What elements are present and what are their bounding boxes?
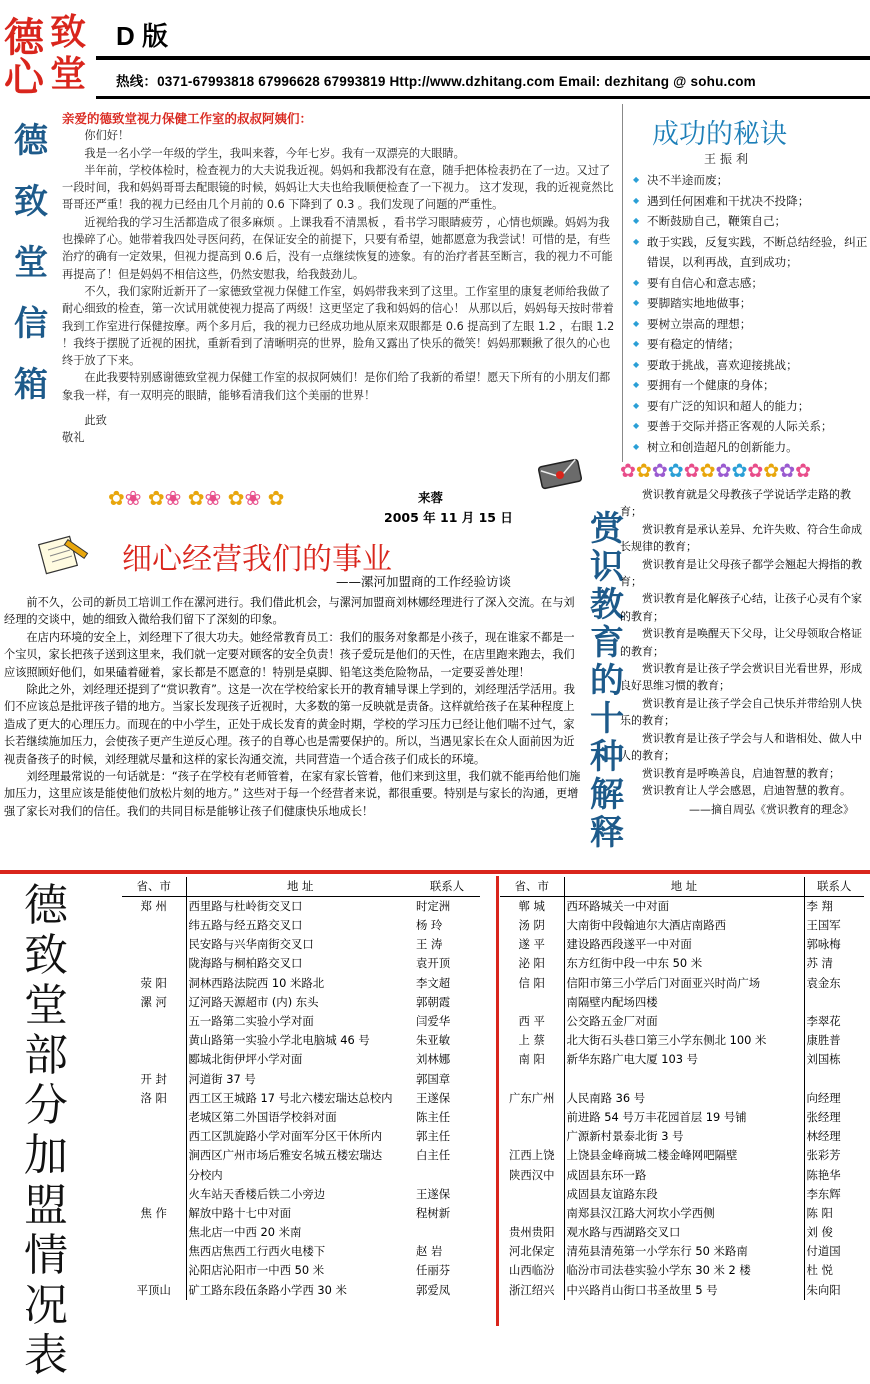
cell-address: 人民南路 36 号 xyxy=(564,1089,804,1108)
table-row xyxy=(122,1242,480,1261)
secret-item: ◆ 敢于实践，反复实践，不断总结经验，纠正错误，以利再战，直到成功； xyxy=(632,232,868,273)
cell-address: 西里路与杜岭街交叉口 xyxy=(186,897,414,917)
cell-contact xyxy=(804,993,864,1012)
side-title-char: 部 xyxy=(24,1030,68,1081)
table-row xyxy=(500,1261,864,1280)
table-row xyxy=(500,1165,864,1184)
cell-city xyxy=(122,916,186,935)
cell-contact: 袁开顶 xyxy=(416,956,451,971)
letter-paragraph: 不久，我们家附近新开了一家德致堂视力保健工作室，妈妈带我来到了这里。工作室里的康复老师给我做了耐心细致的检查，第一次试用就使视力提高了两级！这更坚定了我和妈妈的信心！ 从那以后，妈妈每天按时带着我到工作室进行保健按摩。两个多月后，我的视力已经成功地从原来双眼都是 0.6 提高到了左眼 1.2 ，右眼 1.2 ！我终于摆脱了近视的困扰，重新看到了清晰明亮的世界，脸角又露出了快乐的微笑！妈妈那颗揪了很久的心也终于放了下来。 xyxy=(62,284,615,368)
cell-city: 上 蔡 xyxy=(518,1033,545,1048)
column-divider xyxy=(622,104,623,462)
table-row xyxy=(500,1127,864,1146)
appreciation-paragraph: 赏识教育是让孩子学会与人和谐相处、做人中人的教育； xyxy=(620,731,862,763)
cell-contact: 闫爱华 xyxy=(416,1014,451,1029)
letter-signer: 来蓉 xyxy=(418,490,444,505)
cell-address: 观水路与西湖路交叉口 xyxy=(564,1223,804,1242)
franchise-side-title xyxy=(24,880,68,1384)
appreciation-paragraph: 赏识教育让人学会感恩，启迪智慧的教育。 xyxy=(642,783,851,797)
table-row xyxy=(500,1185,864,1204)
cell-contact: 陈主任 xyxy=(416,1109,451,1124)
header-rule xyxy=(96,96,870,99)
side-title-char: 释 xyxy=(590,813,624,853)
letter-greeting: 你们好！ xyxy=(84,129,130,143)
table-row xyxy=(122,916,480,935)
cell-contact: 郭爱凤 xyxy=(416,1282,451,1297)
table-row xyxy=(500,935,864,954)
table-row xyxy=(122,974,480,993)
cell-city xyxy=(500,993,564,1012)
cell-contact: 李东辉 xyxy=(804,1185,864,1204)
cell-city: 贵州贵阳 xyxy=(508,1225,555,1240)
header-city: 省、市 xyxy=(500,877,564,897)
cell-city xyxy=(122,1185,186,1204)
cell-city xyxy=(122,1108,186,1127)
side-title-char: 箱 xyxy=(14,365,48,405)
table-row xyxy=(500,974,864,993)
table-row xyxy=(500,1108,864,1127)
cell-city xyxy=(122,1242,186,1261)
cell-address: 焦北店一中西 20 米南 xyxy=(186,1223,414,1242)
cell-address: 上饶县金峰商城二楼金峰网吧隔壁 xyxy=(564,1146,804,1165)
cell-contact: 林经理 xyxy=(804,1127,864,1146)
side-title-char: 种 xyxy=(590,737,624,777)
appreciation-paragraph: 赏识教育就是父母教孩子学说话学走路的教育； xyxy=(620,488,851,519)
table-row xyxy=(122,1165,480,1184)
secret-item: ◆ 决不半途而废； xyxy=(632,170,868,191)
side-title-char: 堂 xyxy=(24,980,68,1031)
cell-address: 成固县东环一路 xyxy=(564,1165,804,1184)
secret-item: ◆ 要树立崇高的理想； xyxy=(632,314,868,335)
cell-city xyxy=(122,1223,186,1242)
side-title-char: 信 xyxy=(14,304,48,344)
secret-item: ◆ 要拥有一个健康的身体； xyxy=(632,375,868,396)
cell-address: 分校内 xyxy=(186,1165,414,1184)
cell-address: 五一路第二实验小学对面 xyxy=(186,1012,414,1031)
table-row xyxy=(500,1242,864,1261)
career-paragraph: 刘经理最常说的一句话就是：“孩子在学校有老师管着，在家有家长管着，他们来到这里，我们就不能再给他们施加压力，这里应该是能使他们放松片刻的地方。” 这些对于每一个经营者来说，都很重要。特别是与家长的沟通，更增强了家长对我们的信任。我们的共同目标是能够让孩子们健康快乐地成长！ xyxy=(4,770,581,818)
cell-city xyxy=(122,1012,186,1031)
cell-contact: 时定洲 xyxy=(416,899,451,913)
cell-contact xyxy=(804,1070,864,1089)
appreciation-paragraph: 赏识教育是承认差异、允许失败、符合生命成长规律的教育； xyxy=(620,522,862,554)
letter-paragraph: 近视给我的学习生活都造成了很多麻烦 。上课我看不清黑板 ，看书学习眼睛疲劳 ，心情也烦躁。妈妈为我也操碎了心。她带着我四处寻医问药，在保证安全的前提下，只要有希望，她都愿意为我尝试！可惜的是，有些治疗的确有一定效果，但视力提高到 0.6 后，没有一点继续恢复的迹象。有的治疗者甚至断言，我的视力不可能再提高了！但是妈妈不相信这些，仍然安慰我，给我鼓劲儿。 xyxy=(62,215,613,281)
cell-city: 广东广州 xyxy=(508,1090,555,1105)
cell-address: 涧西区广州市场后雅安名城五楼宏瑞达 xyxy=(186,1146,414,1165)
cell-contact: 王 涛 xyxy=(416,937,443,952)
table-row xyxy=(122,1281,480,1300)
appreciation-paragraph: 赏识教育是呼唤善良，启迪智慧的教育； xyxy=(642,766,840,780)
cell-contact: 杨 玲 xyxy=(416,918,443,933)
table-header-row xyxy=(122,877,480,897)
cell-address: 西环路城关一中对面 xyxy=(564,897,804,917)
cell-contact: 李文超 xyxy=(416,975,451,990)
side-title-char: 十 xyxy=(590,699,624,739)
cell-address xyxy=(564,1070,804,1089)
table-row xyxy=(122,897,480,917)
cell-city xyxy=(122,1031,186,1050)
table-row xyxy=(500,1281,864,1300)
letter-date: 2005 年 11 月 15 日 xyxy=(384,510,513,525)
contact-line: 热线：0371-67993818 67996628 67993819 Http://www.dzhitang.com Email: dezhitang @ sohu.com xyxy=(116,74,756,89)
side-title-char: 表 xyxy=(24,1330,68,1381)
table-row xyxy=(500,1223,864,1242)
cell-address: 南郑县汉江路大河坎小学西侧 xyxy=(564,1204,804,1223)
cell-city: 焦 作 xyxy=(140,1205,167,1220)
cell-city: 信 阳 xyxy=(518,975,545,990)
side-title-char: 解 xyxy=(590,775,624,815)
cell-city: 江西上饶 xyxy=(508,1148,555,1163)
table-row xyxy=(122,954,480,973)
table-row xyxy=(500,1204,864,1223)
table-row xyxy=(500,1031,864,1050)
cell-address: 大南街中段翰迪尔大酒店南路西 xyxy=(564,916,804,935)
table-row xyxy=(500,1070,864,1089)
cell-city: 浙江绍兴 xyxy=(508,1282,555,1297)
cell-address: 南隔壁内配场四楼 xyxy=(564,993,804,1012)
cell-contact: 刘国栋 xyxy=(804,1050,864,1069)
cell-contact: 朱亚敏 xyxy=(416,1033,451,1048)
secret-item: ◆ 要有广泛的知识和超人的能力； xyxy=(632,396,868,417)
secret-author: 王振利 xyxy=(704,152,753,166)
cell-city xyxy=(500,1185,564,1204)
logo-char: 致 xyxy=(50,11,87,53)
side-title-char: 加 xyxy=(24,1130,68,1181)
cell-address: 临汾市司法巷实验小学东 30 米 2 楼 xyxy=(564,1261,804,1280)
appreciation-body xyxy=(620,486,868,819)
cell-address: 西工区凯旋路小学对面军分区干休所内 xyxy=(186,1127,414,1146)
cell-city: 洛 阳 xyxy=(140,1090,167,1105)
career-paragraph: 前不久，公司的新员工培训工作在漯河进行。我们借此机会，与漯河加盟商刘林娜经理进行了深入交流。在与刘经理的交谈中，她的细致入微给我们留下了深刻的印象。 xyxy=(4,596,575,627)
appreciation-source: ——摘自周弘《赏识教育的理念》 xyxy=(689,803,854,817)
secret-item: ◆ 树立和创造超凡的创新能力。 xyxy=(632,437,868,458)
cell-address: 辽河路天源超市 (内) 东头 xyxy=(186,993,414,1012)
cell-contact: 李 翔 xyxy=(804,897,864,917)
franchise-table-left xyxy=(122,877,480,1300)
cell-address: 老城区第二外国语学校斜对面 xyxy=(186,1108,414,1127)
logo-char: 德 xyxy=(4,14,44,61)
table-row xyxy=(500,1050,864,1069)
letter-paragraph: 半年前，学校体检时，检查视力的大夫说我近视。妈妈和我都没有在意，随手把体检表扔在了一边。又过了一段时间，我和妈妈哥哥去配眼镜的时候，妈妈让大夫也给我顺便检查了一下视力。 这才发现，我的近视竟然比哥哥还严重！我的视力已经由几个月前的 0.6 下降到了 0.3 。我们发现了问题的严重性。 xyxy=(62,163,614,212)
cell-contact: 杜 悦 xyxy=(804,1261,864,1280)
cell-city xyxy=(500,1204,564,1223)
section-rule xyxy=(0,870,870,874)
cell-city: 西 平 xyxy=(518,1014,545,1029)
table-row xyxy=(122,1089,480,1108)
cell-contact: 张经理 xyxy=(804,1108,864,1127)
table-row xyxy=(122,993,480,1012)
cell-city xyxy=(122,954,186,973)
cell-address: 民安路与兴华南街交叉口 xyxy=(186,935,414,954)
cell-contact: 王遂保 xyxy=(416,1186,451,1201)
table-row xyxy=(122,1108,480,1127)
cell-city xyxy=(122,935,186,954)
appreciation-paragraph: 赏识教育是让孩子学会自己快乐并带给别人快乐的教育； xyxy=(620,696,862,728)
appreciation-paragraph: 赏识教育是唤醒天下父母，让父母领取合格证的教育； xyxy=(620,627,862,658)
dezhitang-logo xyxy=(2,2,94,101)
table-row xyxy=(122,1146,480,1165)
envelope-icon xyxy=(538,459,584,489)
cell-contact: 李翠花 xyxy=(804,1012,864,1031)
table-row xyxy=(500,1012,864,1031)
cell-address: 建设路西段遂平一中对面 xyxy=(564,935,804,954)
letter-body xyxy=(62,110,618,447)
cell-address: 焦西店焦西工行西火电楼下 xyxy=(186,1242,414,1261)
flower-border: ✿✿✿✿✿✿✿✿✿✿✿✿ xyxy=(620,460,812,482)
cell-contact: 郭主任 xyxy=(416,1129,451,1144)
side-title-char: 分 xyxy=(24,1080,68,1131)
letter-paragraph: 我是一名小学一年级的学生，我叫来蓉，今年七岁。我有一双漂亮的大眼睛。 xyxy=(84,146,465,160)
cell-address: 西工区王城路 17 号北六楼宏瑞达总校内 xyxy=(186,1089,414,1108)
cell-contact xyxy=(414,1223,480,1242)
cell-city xyxy=(500,1070,564,1089)
secret-item: ◆ 要敢于挑战，喜欢迎接挑战； xyxy=(632,355,868,376)
career-title: 细心经营我们的事业 xyxy=(122,542,392,577)
cell-contact: 郭国章 xyxy=(416,1071,451,1086)
cell-address: 河道街 37 号 xyxy=(186,1070,414,1089)
cell-contact xyxy=(414,1165,480,1184)
cell-city: 平顶山 xyxy=(136,1282,171,1297)
secret-item: ◆ 要有稳定的情绪； xyxy=(632,334,868,355)
cell-contact: 赵 岩 xyxy=(416,1244,443,1259)
cell-city: 荥 阳 xyxy=(140,975,167,990)
cell-address: 沁阳店沁阳市一中西 50 米 xyxy=(186,1261,414,1280)
cell-city: 漯 河 xyxy=(140,994,167,1009)
secret-item: ◆ 遇到任何困难和干扰决不投降； xyxy=(632,191,868,212)
table-row xyxy=(122,1127,480,1146)
cell-address: 陇海路与桐柏路交叉口 xyxy=(186,954,414,973)
cell-contact: 白主任 xyxy=(416,1148,451,1163)
cell-contact: 朱向阳 xyxy=(804,1281,864,1300)
side-title-char: 堂 xyxy=(14,243,48,283)
table-divider xyxy=(496,876,499,1326)
letter-title: 亲爱的德致堂视力保健工作室的叔叔阿姨们： xyxy=(62,111,313,126)
secret-item: ◆ 要善于交际并搭正客观的人际关系； xyxy=(632,416,868,437)
cell-contact: 王遂保 xyxy=(416,1090,451,1105)
side-title-char: 况 xyxy=(24,1280,68,1331)
career-subtitle: ——漯河加盟商的工作经验访谈 xyxy=(336,574,512,589)
cell-city xyxy=(122,1165,186,1184)
cell-city: 山西临汾 xyxy=(508,1263,555,1278)
side-title-char: 德 xyxy=(14,121,48,161)
table-row xyxy=(500,993,864,1012)
table-row xyxy=(122,1204,480,1223)
table-row xyxy=(500,916,864,935)
cell-contact: 苏 清 xyxy=(804,954,864,973)
table-header-row xyxy=(500,877,864,897)
appreciation-side-title xyxy=(590,509,624,854)
table-row xyxy=(500,897,864,917)
cell-contact: 张彩芳 xyxy=(804,1146,864,1165)
cell-city: 郑 州 xyxy=(140,899,167,913)
cell-address: 纬五路与经五路交叉口 xyxy=(186,916,414,935)
cell-city xyxy=(122,1146,186,1165)
table-row xyxy=(122,1261,480,1280)
cell-contact: 郭咏梅 xyxy=(804,935,864,954)
cell-city xyxy=(500,1108,564,1127)
table-row xyxy=(500,1089,864,1108)
career-body xyxy=(4,594,584,820)
side-title-char: 情 xyxy=(24,1230,68,1281)
header-address: 地 址 xyxy=(186,877,414,897)
table-row xyxy=(122,1185,480,1204)
cell-address: 清苑县清苑第一小学东行 50 米路南 xyxy=(564,1242,804,1261)
cell-contact: 郭朝霞 xyxy=(416,994,451,1009)
appreciation-paragraph: 赏识教育是让孩子学会赏识目光看世界，形成良好思维习惯的教育； xyxy=(620,662,862,693)
cell-address: 广源新村景泰北街 3 号 xyxy=(564,1127,804,1146)
side-title-char: 致 xyxy=(14,182,48,222)
table-row xyxy=(122,1031,480,1050)
cell-contact: 刘 俊 xyxy=(804,1223,864,1242)
secret-item: ◆ 要有自信心和意志感； xyxy=(632,273,868,294)
cell-address: 新华东路广电大厦 103 号 xyxy=(564,1050,804,1069)
cell-address: 北大街石头巷口第三小学东侧北 100 米 xyxy=(564,1031,804,1050)
cell-contact: 王国军 xyxy=(804,916,864,935)
cell-contact: 任丽芬 xyxy=(416,1263,451,1278)
table-row xyxy=(122,1223,480,1242)
side-title-char: 育 xyxy=(590,623,624,663)
cell-address: 成固县友谊路东段 xyxy=(564,1185,804,1204)
cell-city: 郸 城 xyxy=(518,899,545,913)
letter-closing: 此致 xyxy=(84,414,107,428)
letter-closing: 敬礼 xyxy=(62,431,85,445)
header-address: 地 址 xyxy=(564,877,804,897)
cell-address: 解放中路十七中对面 xyxy=(186,1204,414,1223)
cell-city xyxy=(122,1127,186,1146)
header-contact: 联系人 xyxy=(414,877,480,897)
logo-char: 心 xyxy=(4,54,44,101)
mailbox-side-title xyxy=(14,121,48,429)
cell-city: 陕西汉中 xyxy=(508,1167,555,1182)
cell-city: 河北保定 xyxy=(508,1244,555,1259)
cell-contact: 袁金东 xyxy=(804,974,864,993)
side-title-char: 赏 xyxy=(590,509,624,549)
cell-address: 前进路 54 号万丰花园首层 19 号铺 xyxy=(564,1108,804,1127)
edition-label: D 版 xyxy=(116,21,169,51)
cell-city: 开 封 xyxy=(140,1071,167,1086)
side-title-char: 的 xyxy=(590,661,624,701)
side-title-char: 盟 xyxy=(24,1180,68,1231)
cell-contact: 刘林娜 xyxy=(416,1052,451,1067)
cell-city: 南 阳 xyxy=(518,1052,545,1067)
logo-char: 堂 xyxy=(50,53,87,95)
cell-contact: 陈艳华 xyxy=(804,1165,864,1184)
cell-address: 中兴路肖山街口书圣故里 5 号 xyxy=(564,1281,804,1300)
cell-city xyxy=(122,1050,186,1069)
notepad-pencil-icon xyxy=(38,532,90,576)
side-title-char: 德 xyxy=(24,880,68,931)
cell-address: 公交路五金厂对面 xyxy=(564,1012,804,1031)
cell-city: 遂 平 xyxy=(518,937,545,952)
header-contact: 联系人 xyxy=(804,877,864,897)
cell-city: 汤 阴 xyxy=(518,918,545,933)
cell-address: 矿工路东段伍条路小学西 30 米 xyxy=(186,1281,414,1300)
cell-city xyxy=(122,1261,186,1280)
career-paragraph: 除此之外，刘经理还提到了“赏识教育”。这是一次在学校给家长开的教育辅导课上学到的，刘经理活学活用。我们不应该总是批评孩子错的地方。当家长发现孩子近视时，大多数的第一反映就是责备。这样就给孩子在某种程度上造成了更大的心理压力。而现在的中小学生，正处于成长发育的黄金时期，学校的学习压力已经让他们喘不过气，家长若继续施加压力，会使孩子更产生逆反心理。孩子的自尊心也是需要保护的。所以，当遇见家长在众人面前因为近视责备孩子的时候，刘经理就尽量和这样的家长沟通交流，共同营造一个适合孩子们成长的环境。 xyxy=(4,683,575,766)
cell-contact: 付道国 xyxy=(804,1242,864,1261)
secret-list xyxy=(632,170,868,457)
header-rule xyxy=(96,56,870,60)
side-title-char: 识 xyxy=(590,547,624,587)
secret-title: 成功的秘诀 xyxy=(652,119,787,150)
table-row xyxy=(122,1070,480,1089)
cell-contact: 向经理 xyxy=(804,1089,864,1108)
cell-contact: 程树新 xyxy=(416,1205,451,1220)
secret-item: ◆ 不断鼓励自己，鞭策自己； xyxy=(632,211,868,232)
table-row xyxy=(500,954,864,973)
appreciation-paragraph: 赏识教育是让父母孩子都学会翘起大拇指的教育； xyxy=(620,557,862,589)
cell-city xyxy=(500,1127,564,1146)
cell-address: 郾城北街伊坪小学对面 xyxy=(186,1050,414,1069)
cell-address: 信阳市第三小学后门对面亚兴时尚广场 xyxy=(564,974,804,993)
secret-item: ◆ 要脚踏实地地做事； xyxy=(632,293,868,314)
table-row xyxy=(122,935,480,954)
career-paragraph: 在店内环境的安全上，刘经理下了很大功夫。她经常教育员工：我们的服务对象都是小孩子，现在谁家不都是一个宝贝，家长把孩子送到这里来，我们就一定要对顾客的安全负责！孩子爱玩是他们的天性，在店里跑来跑去，我们应该照顾好他们，如果磕着碰着，家长都是不愿意的！特别是桌脚、铅笔这类危险物品，一定要妥善处理！ xyxy=(4,630,575,679)
header-city: 省、市 xyxy=(122,877,186,897)
franchise-table-right xyxy=(500,877,864,1300)
letter-paragraph: 在此我要特别感谢德致堂视力保健工作室的叔叔阿姨们！是你们给了我新的希望！愿天下所有的小朋友们都象我一样，有一双明亮的眼睛，能够看清我们这个美丽的世界！ xyxy=(62,371,611,402)
table-row xyxy=(122,1012,480,1031)
table-row xyxy=(500,1146,864,1165)
side-title-char: 致 xyxy=(24,930,68,981)
cell-address: 黄山路第一实验小学北电脑城 46 号 xyxy=(186,1031,414,1050)
side-title-char: 教 xyxy=(590,585,624,625)
appreciation-paragraph: 赏识教育是化解孩子心结，让孩子心灵有个家的教育； xyxy=(620,592,862,623)
cell-address: 火车站天香楼后铁二小旁边 xyxy=(186,1185,414,1204)
cell-address: 东方红街中段一中东 50 米 xyxy=(564,954,804,973)
table-row xyxy=(122,1050,480,1069)
cell-contact: 康胜普 xyxy=(804,1031,864,1050)
cell-address: 洞林西路法院西 10 米路北 xyxy=(186,974,414,993)
cell-city: 泌 阳 xyxy=(518,956,545,971)
flower-border: ✿❀ ✿❀ ✿❀ ✿❀ ✿ xyxy=(108,486,285,510)
cell-contact: 陈 阳 xyxy=(804,1204,864,1223)
